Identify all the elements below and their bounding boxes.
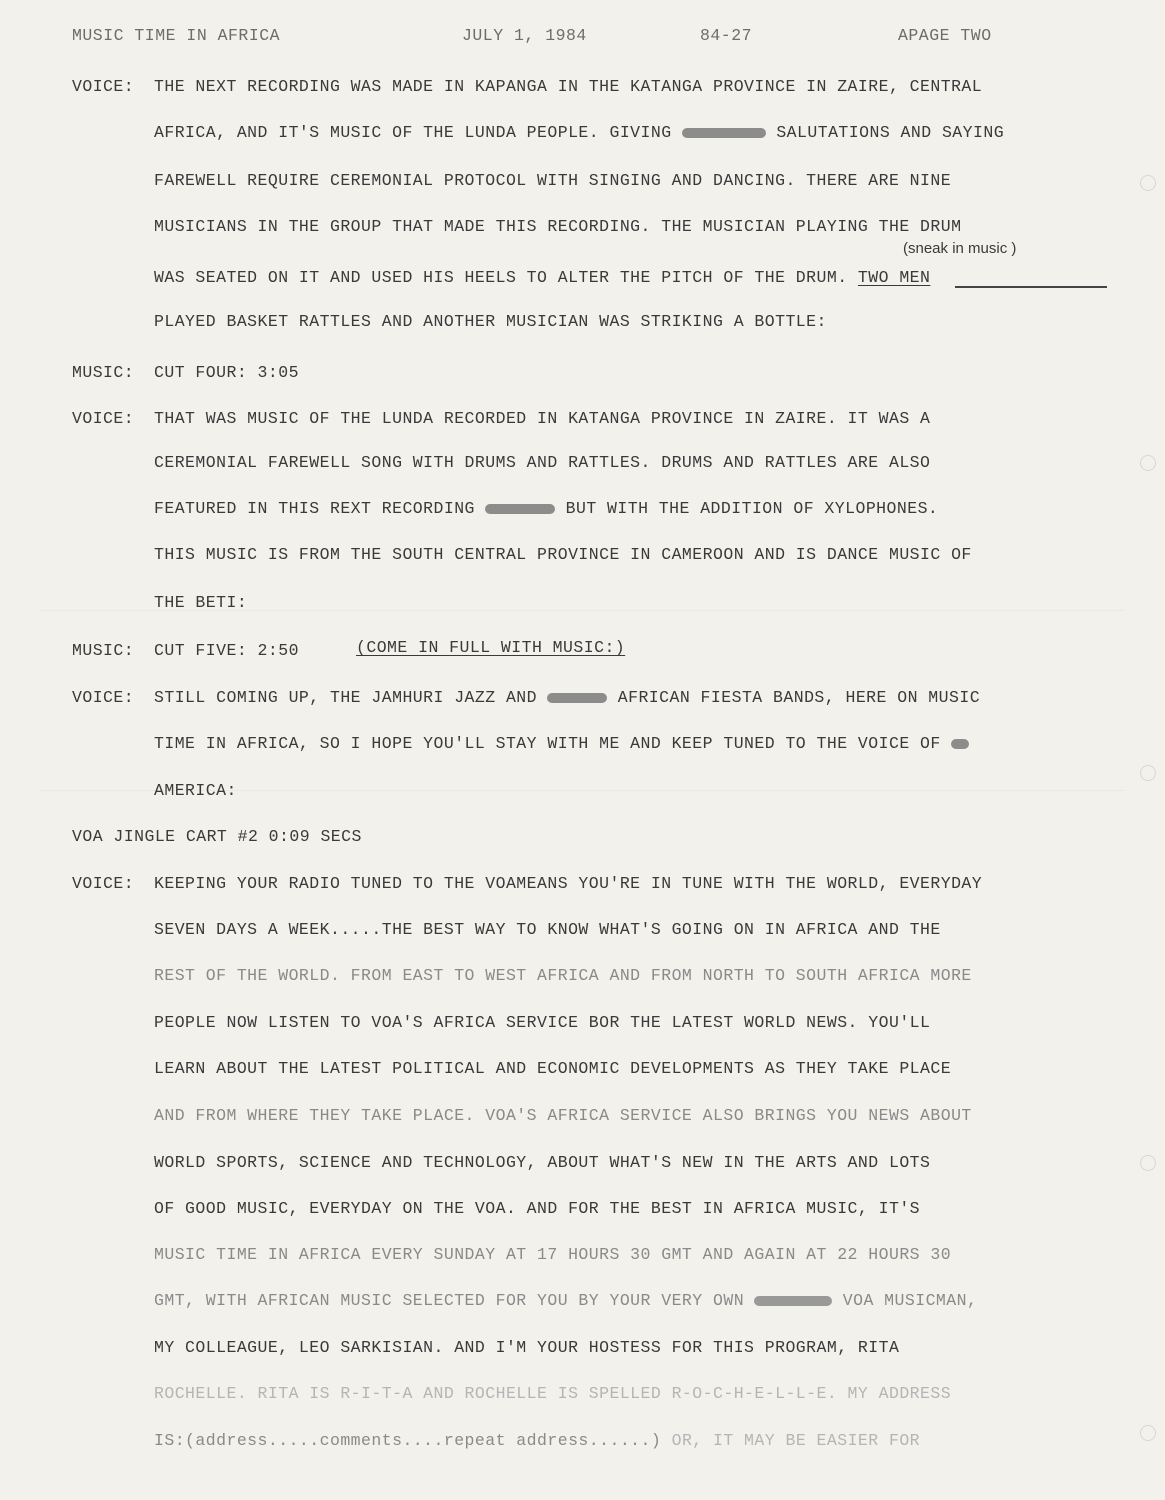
header-date: JULY 1, 1984 (462, 26, 587, 45)
script-text: VOA MUSICMAN, (842, 1291, 978, 1310)
script-line: MUSIC TIME IN AFRICA EVERY SUNDAY AT 17 HOURS 30 GMT AND AGAIN AT 22 HOURS 30 (154, 1245, 952, 1264)
script-line (154, 499, 938, 519)
script-line: CUT FIVE: 2:50 (154, 641, 299, 660)
script-text: SALUTATIONS AND SAYING (776, 123, 1005, 142)
script-line: AMERICA: (154, 781, 237, 800)
script-line: OF GOOD MUSIC, EVERYDAY ON THE VOA. AND FOR THE BEST IN AFRICA MUSIC, IT'S (154, 1199, 921, 1218)
speaker-label: MUSIC: (72, 363, 135, 382)
script-line (154, 688, 980, 708)
script-line: THE NEXT RECORDING WAS MADE IN KAPANGA IN THE KATANGA PROVINCE IN ZAIRE, CENTRAL (154, 77, 983, 96)
script-line: AND FROM WHERE THEY TAKE PLACE. VOA'S AFRICA SERVICE ALSO BRINGS YOU NEWS ABOUT (154, 1106, 972, 1125)
script-text-underlined: TWO MEN (857, 268, 931, 287)
script-line: WORLD SPORTS, SCIENCE AND TECHNOLOGY, ABOUT WHAT'S NEW IN THE ARTS AND LOTS (154, 1153, 931, 1172)
header-page: APAGE TWO (898, 26, 992, 45)
punch-hole-mark (1140, 455, 1156, 471)
script-text: IS:(address.....comments....repeat address......) (154, 1431, 662, 1450)
speaker-label: VOICE: (72, 688, 135, 707)
redaction-mark (682, 128, 766, 138)
script-line: SEVEN DAYS A WEEK.....THE BEST WAY TO KNOW WHAT'S GOING ON IN AFRICA AND THE (154, 920, 941, 939)
redaction-mark (485, 504, 555, 514)
script-text: WAS SEATED ON IT AND USED HIS HEELS TO ALTER THE PITCH OF THE DRUM. (154, 268, 848, 287)
punch-hole-mark (1140, 765, 1156, 781)
jingle-cue: VOA JINGLE CART #2 0:09 SECS (72, 827, 362, 846)
handwritten-annotation: (sneak in music ) (903, 240, 1017, 257)
script-text: AFRICAN FIESTA BANDS, HERE ON MUSIC (617, 688, 981, 707)
script-note-underlined: (COME IN FULL WITH MUSIC:) (356, 638, 626, 657)
script-line: PLAYED BASKET RATTLES AND ANOTHER MUSICIAN WAS STRIKING A BOTTLE: (154, 312, 827, 331)
script-line: MUSICIANS IN THE GROUP THAT MADE THIS RECORDING. THE MUSICIAN PLAYING THE DRUM (154, 217, 962, 236)
script-line (154, 1431, 920, 1451)
script-line (154, 1291, 977, 1311)
script-text: OR, IT MAY BE EASIER FOR (671, 1431, 921, 1450)
script-text: STILL COMING UP, THE JAMHURI JAZZ AND (154, 688, 538, 707)
script-line: ROCHELLE. RITA IS R-I-T-A AND ROCHELLE IS SPELLED R-O-C-H-E-L-L-E. MY ADDRESS (154, 1384, 952, 1403)
punch-hole-mark (1140, 1425, 1156, 1441)
script-text: AFRICA, AND IT'S MUSIC OF THE LUNDA PEOPLE. GIVING (154, 123, 672, 142)
script-text: TIME IN AFRICA, SO I HOPE YOU'LL STAY WITH ME AND KEEP TUNED TO THE VOICE OF (154, 734, 941, 753)
script-line (154, 268, 930, 288)
redaction-mark (754, 1296, 832, 1306)
script-line: REST OF THE WORLD. FROM EAST TO WEST AFRICA AND FROM NORTH TO SOUTH AFRICA MORE (154, 966, 972, 985)
header-program: MUSIC TIME IN AFRICA (72, 26, 281, 45)
script-line: THIS MUSIC IS FROM THE SOUTH CENTRAL PROVINCE IN CAMEROON AND IS DANCE MUSIC OF (154, 545, 972, 564)
punch-hole-mark (1140, 1155, 1156, 1171)
speaker-label: VOICE: (72, 874, 135, 893)
script-line: FAREWELL REQUIRE CEREMONIAL PROTOCOL WITH SINGING AND DANCING. THERE ARE NINE (154, 171, 952, 190)
script-line: MY COLLEAGUE, LEO SARKISIAN. AND I'M YOUR HOSTESS FOR THIS PROGRAM, RITA (154, 1338, 900, 1357)
underline-rule (955, 286, 1107, 288)
script-text: BUT WITH THE ADDITION OF XYLOPHONES. (565, 499, 939, 518)
speaker-label: VOICE: (72, 77, 135, 96)
speaker-label: MUSIC: (72, 641, 135, 660)
redaction-mark (547, 693, 607, 703)
script-line: THE BETI: (154, 593, 248, 612)
script-text: FEATURED IN THIS REXT RECORDING (154, 499, 475, 518)
header-number: 84-27 (700, 26, 753, 45)
redaction-mark (951, 739, 969, 749)
script-text: GMT, WITH AFRICAN MUSIC SELECTED FOR YOU BY YOUR VERY OWN (154, 1291, 745, 1310)
punch-hole-mark (1140, 175, 1156, 191)
script-line: CUT FOUR: 3:05 (154, 363, 299, 382)
script-line: THAT WAS MUSIC OF THE LUNDA RECORDED IN KATANGA PROVINCE IN ZAIRE. IT WAS A (154, 409, 931, 428)
script-line: PEOPLE NOW LISTEN TO VOA'S AFRICA SERVICE BOR THE LATEST WORLD NEWS. YOU'LL (154, 1013, 931, 1032)
script-line: KEEPING YOUR RADIO TUNED TO THE VOAMEANS YOU'RE IN TUNE WITH THE WORLD, EVERYDAY (154, 874, 983, 893)
speaker-label: VOICE: (72, 409, 135, 428)
script-line: LEARN ABOUT THE LATEST POLITICAL AND ECONOMIC DEVELOPMENTS AS THEY TAKE PLACE (154, 1059, 952, 1078)
page-header (0, 26, 1165, 52)
script-line: CEREMONIAL FAREWELL SONG WITH DRUMS AND RATTLES. DRUMS AND RATTLES ARE ALSO (154, 453, 931, 472)
script-line (154, 123, 1004, 143)
script-line (154, 734, 969, 754)
